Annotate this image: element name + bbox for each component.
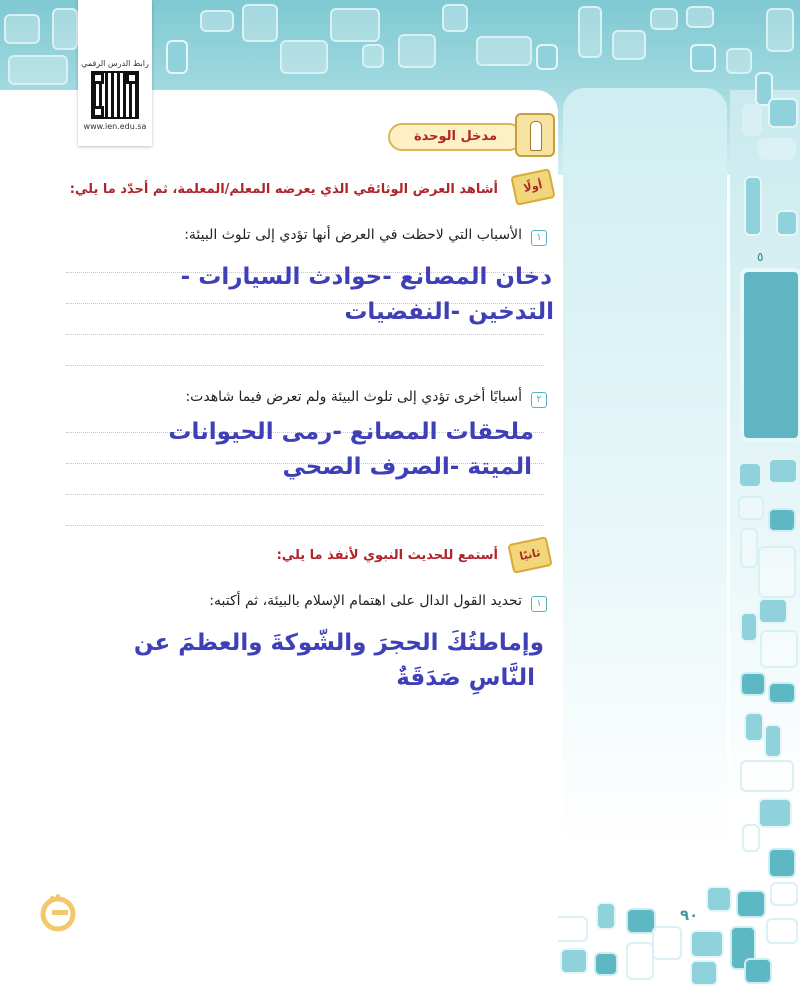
qr-url[interactable]: www.ien.edu.sa: [83, 122, 147, 131]
decor-tile: [242, 4, 278, 42]
decor-tile: [398, 34, 436, 68]
decor-tile: [690, 44, 716, 72]
answer-text: وإماطتُكَ الحجرَ والشّوكةَ والعظمَ عن: [133, 630, 544, 656]
qr-code-icon[interactable]: [91, 71, 139, 119]
page-number: ٩٠: [680, 906, 699, 924]
unit-label-badge: [388, 123, 523, 151]
unit-label: مدخل الوحدة: [413, 129, 498, 144]
qr-label: رابط الدرس الرقمي: [81, 59, 149, 68]
answer-text: التدخين -النفضيات: [344, 299, 554, 325]
content-page: [0, 90, 558, 985]
answer-line: [66, 525, 544, 526]
decor-tile: [200, 10, 234, 32]
question-text: أسبابًا أخرى تؤدي إلى تلوث البيئة ولم تعرض فيما شاهدت:: [185, 389, 522, 405]
decor-tile: [686, 6, 714, 28]
scroll-figure-icon: [515, 113, 555, 157]
decor-tile: [740, 528, 758, 568]
decor-tile: [330, 8, 380, 42]
decor-tile: [738, 496, 764, 520]
decor-tile: [742, 104, 762, 136]
question-text: الأسباب التي لاحظت في العرض أنها تؤدي إلى تلوث البيئة:: [184, 227, 522, 243]
decor-tile: [770, 882, 798, 906]
section1-badge: أولًا: [510, 168, 555, 206]
decor-tile: [652, 926, 682, 960]
decor-tile: [706, 886, 732, 912]
question-number: ١: [531, 596, 547, 612]
answer-text: ملحقات المصانع -رمى الحيوانات: [168, 419, 534, 445]
side-teal-box: [740, 268, 800, 442]
decor-tile: [578, 6, 602, 58]
decor-tile: [650, 8, 678, 30]
decor-tile: [594, 952, 618, 976]
decor-tile: [362, 44, 384, 68]
decor-tile: [766, 918, 798, 944]
decor-tile: [626, 942, 654, 980]
answer-text: النَّاسِ صَدَقَةٌ: [396, 665, 535, 691]
decor-tile: [744, 712, 764, 742]
decor-tile: [690, 960, 718, 986]
decor-tile: [768, 508, 796, 532]
decor-tile: [536, 44, 558, 70]
answer-line: [66, 494, 544, 495]
decor-tile: [758, 138, 796, 160]
decor-tile: [280, 40, 328, 74]
decor-tile: [744, 958, 772, 984]
decor-tile: [736, 890, 766, 918]
decor-tile: [52, 8, 78, 50]
decor-tile: [726, 48, 752, 74]
section2-title: أستمع للحديث النبوي لأنفذ ما يلي:: [276, 548, 498, 563]
question-text: تحديد القول الدال على اهتمام الإسلام بالبيئة، ثم أكتبه:: [209, 593, 522, 609]
answer-line: [66, 334, 544, 335]
decor-tile: [690, 930, 724, 958]
decor-tile: [612, 30, 646, 60]
decor-tile: [758, 798, 792, 828]
decor-tile: [738, 462, 762, 488]
section2-badge: ثانيًا: [507, 536, 552, 574]
decor-tile: [758, 546, 796, 598]
decor-tile: [744, 176, 762, 236]
qr-code-card[interactable]: [78, 0, 152, 146]
decor-tile: [596, 902, 616, 930]
decor-tile: [8, 55, 68, 85]
decor-tile: [740, 612, 758, 642]
question-number: ١: [531, 230, 547, 246]
answer-text: دخان المصانع -حوادث السيارات -: [180, 264, 552, 290]
publisher-logo-icon: [36, 890, 80, 934]
decor-tile: [560, 948, 588, 974]
decor-tile: [768, 848, 796, 878]
decor-tile: [166, 40, 188, 74]
decor-tile: [476, 36, 532, 66]
decor-tile: [760, 630, 798, 668]
decor-tile: [766, 8, 794, 52]
decor-tile: [442, 4, 468, 32]
side-panel: [563, 88, 727, 985]
decor-tile: [776, 210, 798, 236]
decor-tile: [740, 672, 766, 696]
decor-tile: [764, 724, 782, 758]
decor-tile: [768, 682, 796, 704]
decor-tile: [758, 598, 788, 624]
side-number: ٥: [757, 250, 764, 264]
decor-tile: [768, 458, 798, 484]
decor-tile: [768, 98, 798, 128]
decor-tile: [4, 14, 40, 44]
decor-tile: [740, 760, 794, 792]
question-number: ٢: [531, 392, 547, 408]
section1-title: أشاهد العرض الوثائقي الذي يعرضه المعلم/المعلمة، ثم أحدّد ما يلي:: [69, 182, 498, 197]
answer-text: الميتة -الصرف الصحي: [282, 454, 532, 480]
decor-tile: [742, 824, 760, 852]
answer-line: [66, 365, 544, 366]
